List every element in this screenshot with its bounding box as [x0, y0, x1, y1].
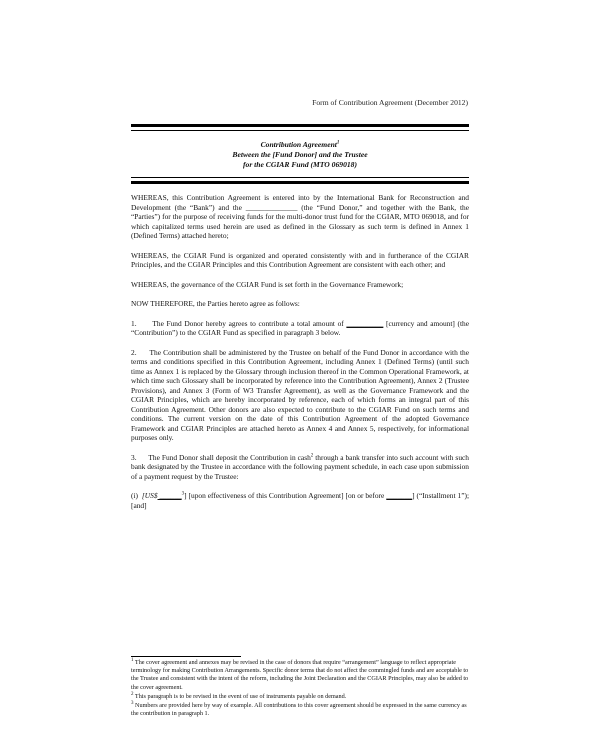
whereas-paragraph-3: WHEREAS, the governance of the CGIAR Fund is set forth in the Governance Framework;: [131, 279, 404, 289]
whereas-paragraph-1: WHEREAS, this Contribution Agreement is entered into by the International Bank for Reconstruction and Development (the “Bank”) and the ______________ (the “Fund Donor,” and together with the Bank, the “Parties”) for the purpose of receiving funds for the multi-donor trust fund for the CGIAR, MTO 069018, and for which capitalized terms used herein are used as defined in the Glossary as such term is defined in Annex 1 (Defined Terms) attached hereto;: [131, 193, 470, 240]
footnote-ref-3: 3: [181, 491, 185, 497]
footnotes: [131, 659, 469, 719]
title-footnote-ref: 1: [336, 140, 340, 146]
footnote-separator: [131, 656, 241, 657]
installment-date-blank: _______: [386, 491, 413, 500]
installment-item-i: (i) [US$ ______$^3$] [upon effectiveness of this Contribution Agreement] [on or before _______] (“Installment 1”); [and]: [131, 491, 469, 510]
bottom-rule-thin: [131, 177, 469, 178]
top-rule-thick: [131, 124, 469, 127]
agreement-title: [131, 140, 469, 170]
paragraph-1: 1. The Fund Donor hereby agrees to contribute a total amount of __________ [currency and amount] (the “Contribution”) to the CGIAR Fund as specified in paragraph 3 below.: [131, 318, 469, 337]
top-rule-thin: [131, 130, 469, 131]
title-line-1: Contribution Agreement$^1$: [260, 140, 340, 149]
now-therefore-paragraph: NOW THEREFORE, the Parties hereto agree as follows:: [131, 299, 300, 308]
bottom-rule-thick: [131, 181, 469, 184]
footnote-3: $^3$ Numbers are provided here by way of example. All contributions to this cover agreement should be expressed in the same currency as the contribution in paragraph 1.: [131, 700, 467, 718]
whereas-paragraph-2: WHEREAS, the CGIAR Fund is organized and operated consistently with and in furtherance of the CGIAR Principles, and the CGIAR Principles and this Contribution Agreement are consistent with each other; and: [131, 250, 469, 269]
footnote-1: $^1$ The cover agreement and annexes may be revised in the case of donors that require “arrangement” language to reflect appropriate terminology for making Contribution Arrangements. Specific donor terms that do not affect the commingled funds and are acceptable to the Trustee and consistent with the intent of the reform, including the Joint Declaration and the CGIAR Principles, may also be added to the cover agreement.: [131, 657, 469, 691]
installment-amount-blank: ______: [157, 491, 182, 500]
paragraph-3: 3. The Fund Donor shall deposit the Contribution in cash$^2$ through a bank transfer into such account with such bank designated by the Trustee in accordance with the following payment schedule, in each case upon submission of a payment request by the Trustee:: [131, 452, 469, 481]
form-header: Form of Contribution Agreement (December 2012): [312, 98, 468, 107]
title-line-3: for the CGIAR Fund (MTO 069018): [243, 160, 357, 169]
paragraph-2: 2. The Contribution shall be administered by the Trustee on behalf of the Fund Donor in accordance with the terms and conditions specified in this Contribution Agreement, including Annex 1 (Defined Terms) (until such time as Annex 1 is replaced by the Glossary through inclusion thereof in the Common Operational Framework, at which time such Glossary shall be incorporated by reference into the Contribution Agreement), Annex 2 (Trustee Provisions), and Annex 3 (Form of W3 Transfer Agreement), as well as the Governance Framework and the CGIAR Principles, which are hereby incorporated by reference, each of which forms an integral part of this Contribution Agreement. Other donors are also expected to contribute to the CGIAR Fund on such terms and conditions. The current version on the date of this Contribution Agreement of the adopted Governance Framework and CGIAR Principles are attached hereto as Annex 4 and Annex 5, respectively, for informational purposes only.: [131, 347, 469, 442]
fund-donor-blank: ______________: [245, 202, 298, 212]
footnote-ref-2: 2: [310, 453, 314, 459]
title-line-2: Between the [Fund Donor] and the Trustee: [232, 150, 368, 159]
agreement-body: [131, 193, 469, 520]
amount-blank: __________: [346, 318, 384, 328]
footnote-2: $^2$ This paragraph is to be revised in the event of use of instruments payable on demand.: [131, 691, 347, 700]
